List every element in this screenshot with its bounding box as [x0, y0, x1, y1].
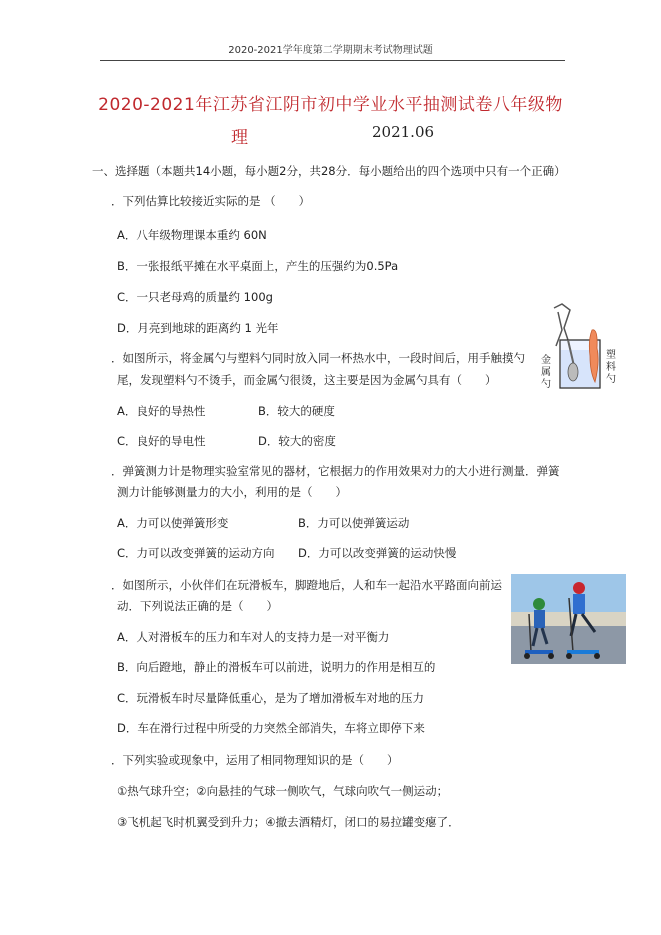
metal-spoon-icon — [568, 363, 578, 381]
statement-line-2: ③飞机起飞时机翼受到升力；④撤去酒精灯，闭口的易拉罐变瘪了． — [117, 815, 460, 829]
question-stem-line-1: ．如图所示，小伙伴们在玩滑板车，脚蹬地后，人和车一起沿水平路面向前运 — [111, 578, 502, 592]
title-date: 2021.06 — [372, 123, 435, 141]
option-d: D．车在滑行过程中所受的力突然全部消失，车将立即停下来 — [117, 721, 425, 735]
option-a: A．八年级物理课本重约 60N — [117, 228, 267, 242]
title-line-2: 理 — [231, 128, 248, 148]
option-c: C．良好的导电性 — [117, 434, 206, 448]
metal-spoon-label: 金属勺 — [541, 355, 551, 390]
option-d: D．力可以改变弹簧的运动快慢 — [298, 546, 457, 560]
running-title: 2020-2021学年度第二学期期末考试物理试题 — [228, 45, 433, 56]
option-c: C．一只老母鸡的质量约 100g — [117, 290, 273, 304]
plastic-spoon-label: 塑料勺 — [606, 350, 616, 385]
header-divider — [100, 60, 565, 61]
title-line-1: 2020-2021年江苏省江阴市初中学业水平抽测试卷八年级物 — [98, 95, 563, 115]
option-c: C．玩滑板车时尽量降低重心，是为了增加滑板车对地的压力 — [117, 691, 425, 705]
option-c: C．力可以改变弹簧的运动方向 — [117, 546, 275, 560]
question-stem-line-1: ．弹簧测力计是物理实验室常见的器材，它根据力的作用效果对力的大小进行测量．弹簧 — [111, 464, 560, 478]
option-a: A．力可以使弹簧形变 — [117, 516, 229, 530]
question-stem: ．下列估算比较接近实际的是 （ ） — [111, 194, 311, 208]
question-stem-line-2: 动．下列说法正确的是（ ） — [117, 599, 278, 613]
kids-on-scooters-photo — [511, 574, 626, 664]
statement-line-1: ①热气球升空；②向悬挂的气球一侧吹气，气球向吹气一侧运动； — [117, 784, 449, 798]
option-d: D．月亮到地球的距离约 1 光年 — [117, 321, 279, 335]
option-a: A．人对滑板车的压力和车对人的支持力是一对平衡力 — [117, 630, 390, 644]
option-b: B．一张报纸平摊在水平桌面上，产生的压强约为0.5Pa — [117, 259, 399, 273]
question-stem-line-1: ．如图所示，将金属勺与塑料勺同时放入同一杯热水中，一段时间后，用手触摸勺 — [111, 351, 525, 365]
option-b: B．力可以使弹簧运动 — [298, 516, 410, 530]
option-d: D．较大的密度 — [258, 434, 336, 448]
option-b: B．较大的硬度 — [258, 404, 335, 418]
option-b: B．向后蹬地，静止的滑板车可以前进，说明力的作用是相互的 — [117, 660, 436, 674]
question-stem-line-2: 尾，发现塑料勺不烫手，而金属勺很烫，这主要是因为金属勺具有（ ） — [117, 373, 497, 387]
question-stem: ．下列实验或现象中，运用了相同物理知识的是（ ） — [111, 753, 399, 767]
question-stem-line-2: 测力计能够测量力的大小，利用的是（ ） — [117, 485, 347, 499]
option-a: A．良好的导热性 — [117, 404, 206, 418]
section-heading: 一、选择题（本题共14小题，每小题2分，共28分．每小题给出的四个选项中只有一个正确） — [92, 164, 566, 178]
